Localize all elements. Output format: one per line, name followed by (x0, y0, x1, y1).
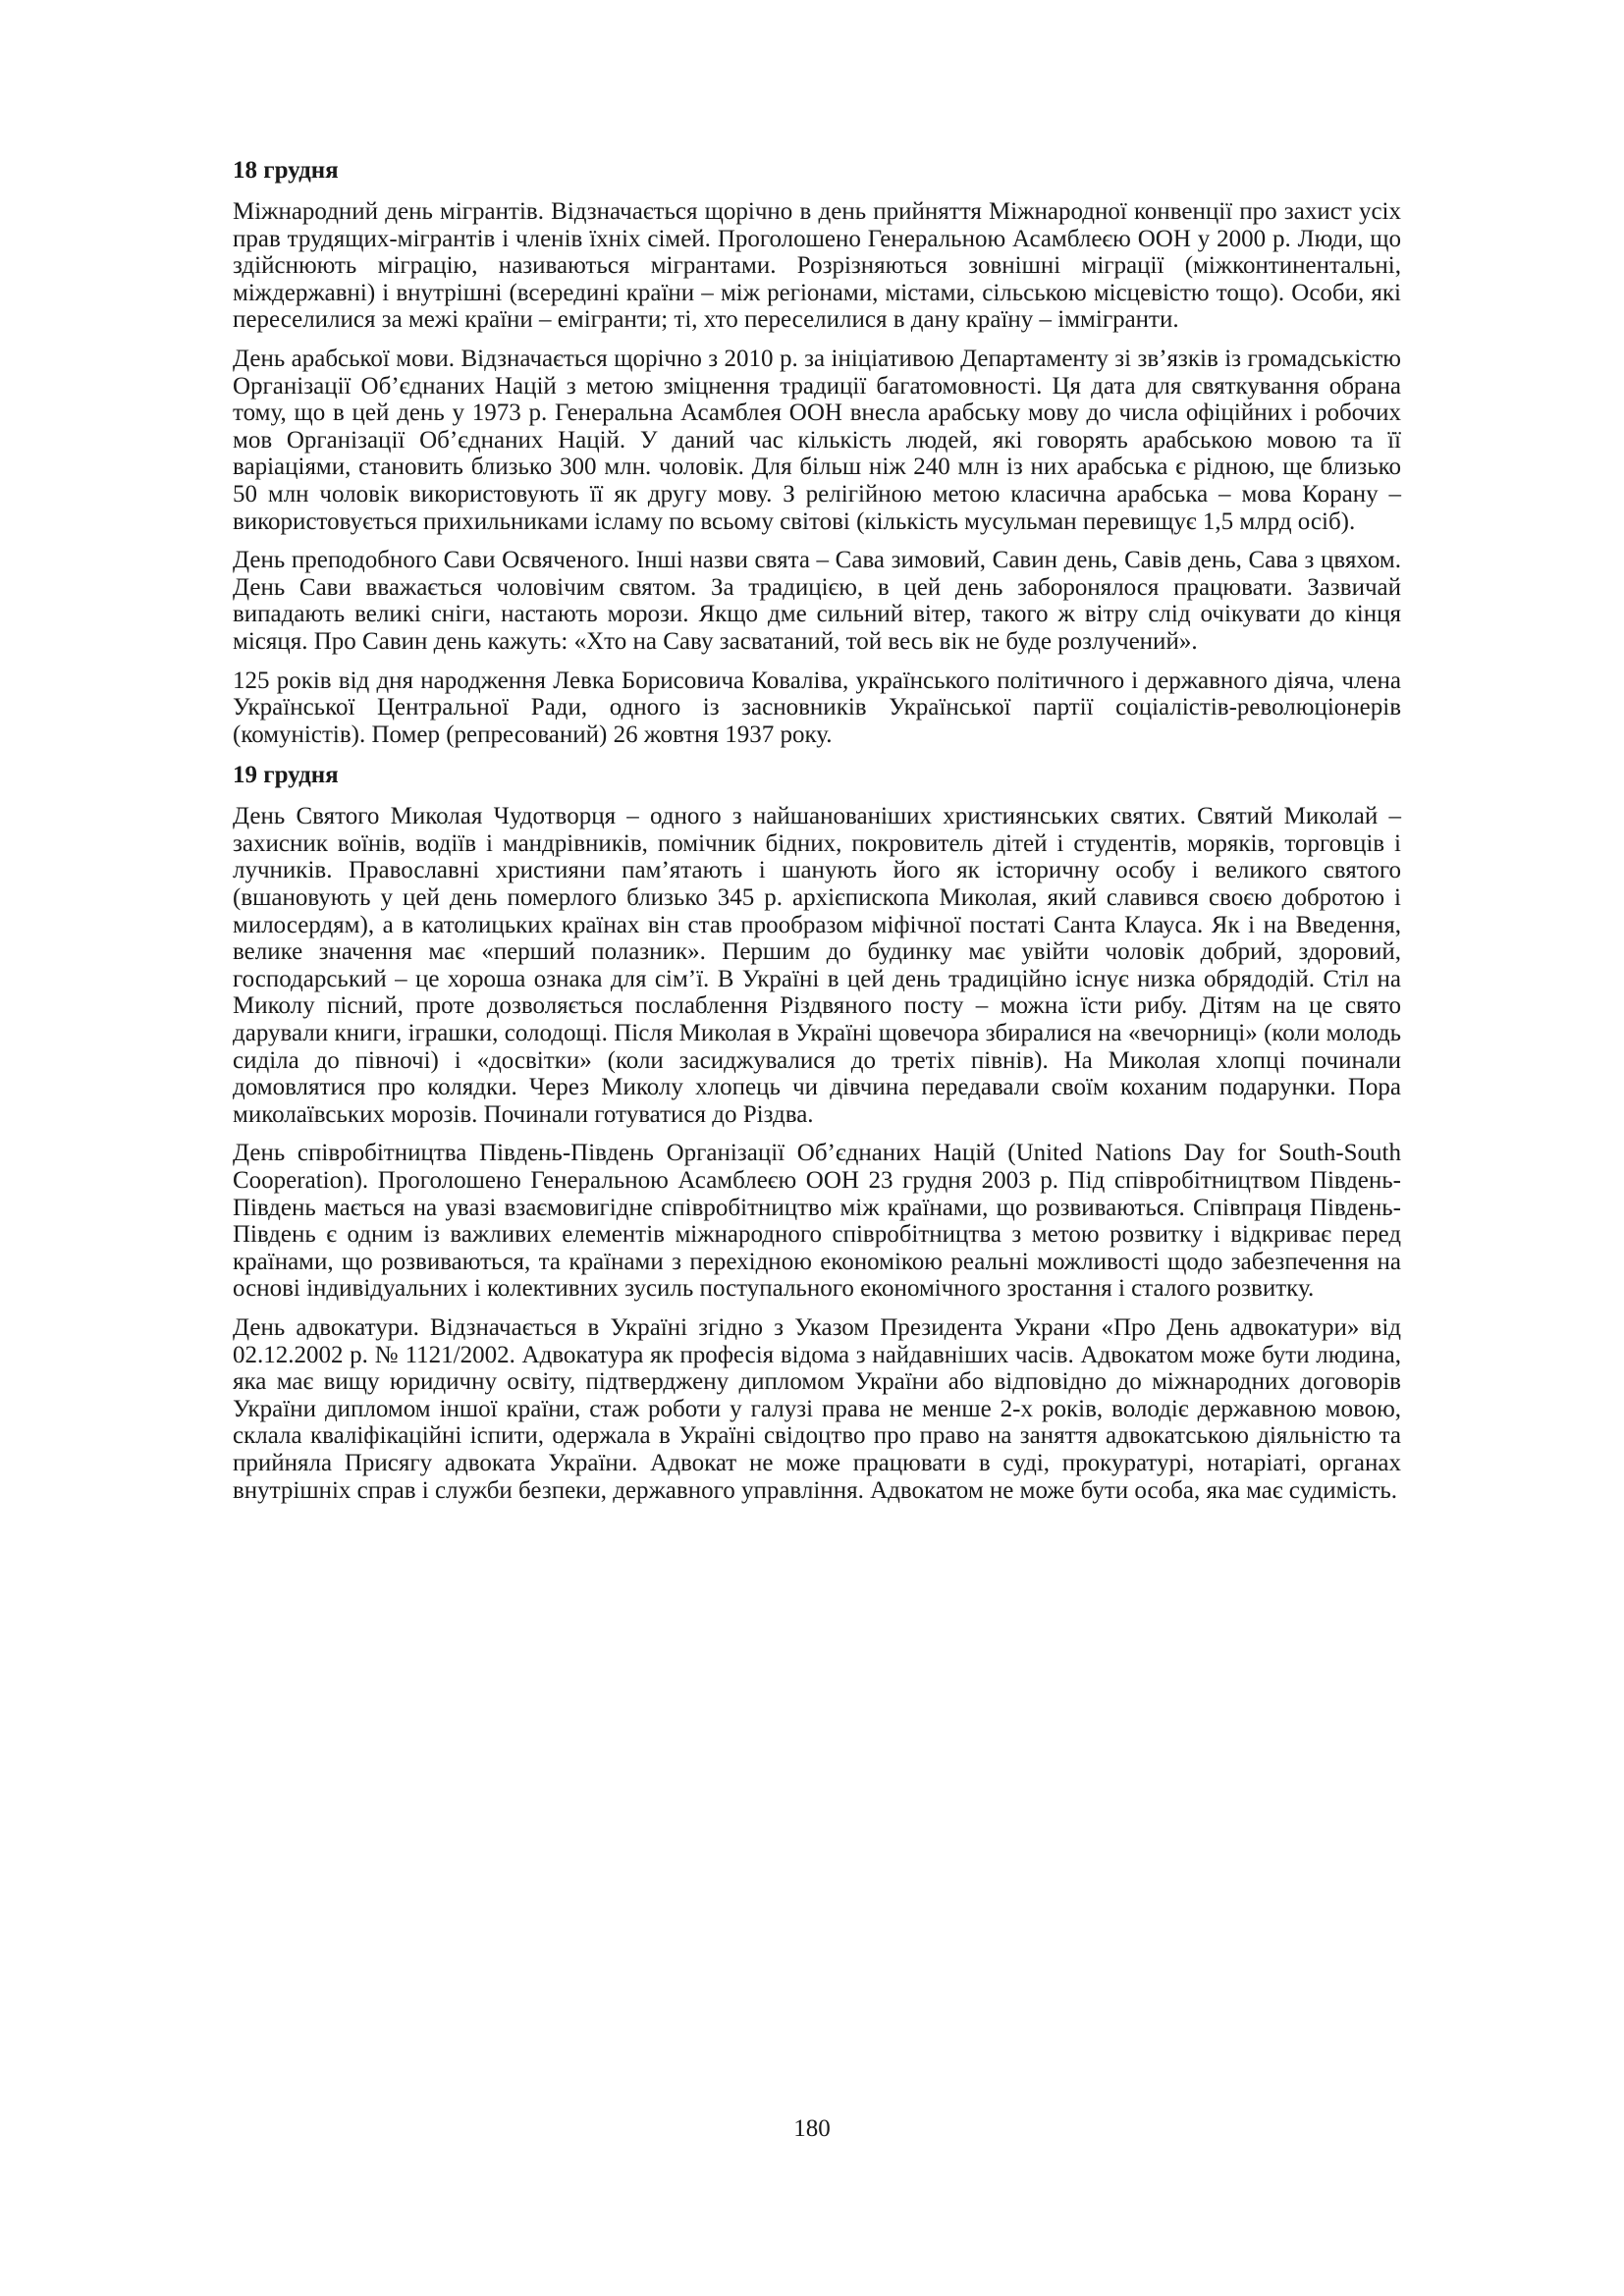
paragraph-advocacy-day: День адвокатури. Відзначається в Україні згідно з Указом Президента Украни «Про День адвокатури» від 02.12.2002 р. № 1121/2002. Адвокатура як професія відома з найдавніших часів. Адвокатом може бути людина, яка має вищу юридичну освіту, підтверджену дипломом України або відповідно до міжнародних договорів України дипломом іншої країни, стаж роботи у галузі права не менше 2-х років, володіє державною мовою, склала кваліфікаційні іспити, одержала в Україні свідоцтво про право на заняття адвокатською діяльністю та прийняла Присягу адвоката України. Адвокат не може працювати в суді, прокуратурі, нотаріаті, органах внутрішніх справ і служби безпеки, державного управління. Адвокатом не може бути особа, яка має судимість. (233, 1313, 1401, 1504)
page-content (233, 155, 1401, 1516)
paragraph-st-nicholas-day: День Святого Миколая Чудотворця – одного з найшанованіших християнських святих. Святий Миколай – захисник воїнів, водіїв і мандрівників, помічник бідних, покровитель дітей і студентів, моряків, торговців і лучників. Православні християни пам’ятають і шанують його як історичну особу і великого святого (вшановують у цей день померлого близько 345 р. архієпископа Миколая, який славився своєю добротою і милосердям), а в католицьких країнах він став прообразом міфічної постаті Санта Клауса. Як і на Введення, велике значення має «перший полазник». Першим до будинку має увійти чоловік добрий, здоровий, господарський – це хороша ознака для сім’ї. В Україні в цей день традиційно існує низка обрядодій. Стіл на Миколу пісний, проте дозволяється послаблення Різдвяного посту – можна їсти рибу. Дітям на це свято дарували книги, іграшки, солодощі. Після Миколая в Україні щовечора збиралися на «вечорниці» (коли молодь сиділа до півночі) і «досвітки» (коли засиджувалися до третіх півнів). На Миколая хлопці починали домовлятися про колядки. Через Миколу хлопець чи дівчина передавали своїм коханим подарунки. Пора миколаївських морозів. Починали готуватися до Різдва. (233, 803, 1401, 1128)
page-number: 180 (793, 2115, 831, 2142)
section-dec-19 (233, 760, 1401, 1504)
section-dec-18 (233, 155, 1401, 748)
section-heading: 18 грудня (233, 157, 339, 184)
paragraph-arabic-language-day: День арабської мови. Відзначається щорічно з 2010 р. за ініціативою Департаменту зі зв’язків із громадськістю Організації Об’єднаних Націй з метою зміцнення традиції багатомовності. Ця дата для святкування обрана тому, що в цей день у 1973 р. Генеральна Асамблея ООН внесла арабську мову до числа офіційних і робочих мов Організації Об’єднаних Націй. У даний час кількість людей, які говорять арабською мовою та її варіаціями, становить близько 300 млн. чоловік. Для більш ніж 240 млн із них арабська є рідною, ще близько 50 млн чоловік використовують її як другу мову. З релігійною метою класична арабська – мова Корану – використовується прихильниками ісламу по всьому світові (кількість мусульман перевищує 1,5 млрд осіб). (233, 345, 1401, 535)
paragraph-south-south-cooperation-day: День співробітництва Південь-Південь Організації Об’єднаних Націй (United Nations Day for South-South Cooperation). Проголошено Генеральною Асамблеєю ООН 23 грудня 2003 р. Під співробітництвом Південь-Південь мається на увазі взаємовигідне співробітництво між країнами, що розвиваються. Співпраця Південь-Південь є одним із важливих елементів міжнародного співробітництва з метою розвитку і відкриває перед країнами, що розвиваються, та країнами з перехідною економікою реальні можливості щодо забезпечення на основі індивідуальних і колективних зусиль поступального економічного зростання і сталого розвитку. (233, 1140, 1401, 1303)
paragraph-kovaliv-anniversary: 125 років від дня народження Левка Борисовича Коваліва, українського політичного і державного діяча, члена Української Центральної Ради, одного із засновників Української партії соціалістів-революціонерів (комуністів). Помер (репресований) 26 жовтня 1937 року. (233, 667, 1401, 748)
section-heading: 19 грудня (233, 762, 339, 789)
paragraph-migrants-day: Міжнародний день мігрантів. Відзначається щорічно в день прийняття Міжнародної конвенції про захист усіх прав трудящих-мігрантів і членів їхніх сімей. Проголошено Генеральною Асамблеєю ООН у 2000 р. Люди, що здійснюють міграцію, називаються мігрантами. Розрізняються зовнішні міграції (міжконтинентальні, міждержавні) і внутрішні (всередині країни – між регіонами, містами, сільською місцевістю тощо). Особи, які переселилися за межі країни – емігранти; ті, хто переселилися в дану країну – іммігранти. (233, 198, 1401, 334)
paragraph-sava-day: День преподобного Сави Освяченого. Інші назви свята – Сава зимовий, Савин день, Савів день, Сава з цвяхом. День Сави вважається чоловічим святом. За традицією, в цей день заборонялося працювати. Зазвичай випадають великі сніги, настають морози. Якщо дме сильний вітер, такого ж вітру слід очікувати до кінця місяця. Про Савин день кажуть: «Хто на Саву засватаний, той весь вік не буде розлучений». (233, 547, 1401, 655)
